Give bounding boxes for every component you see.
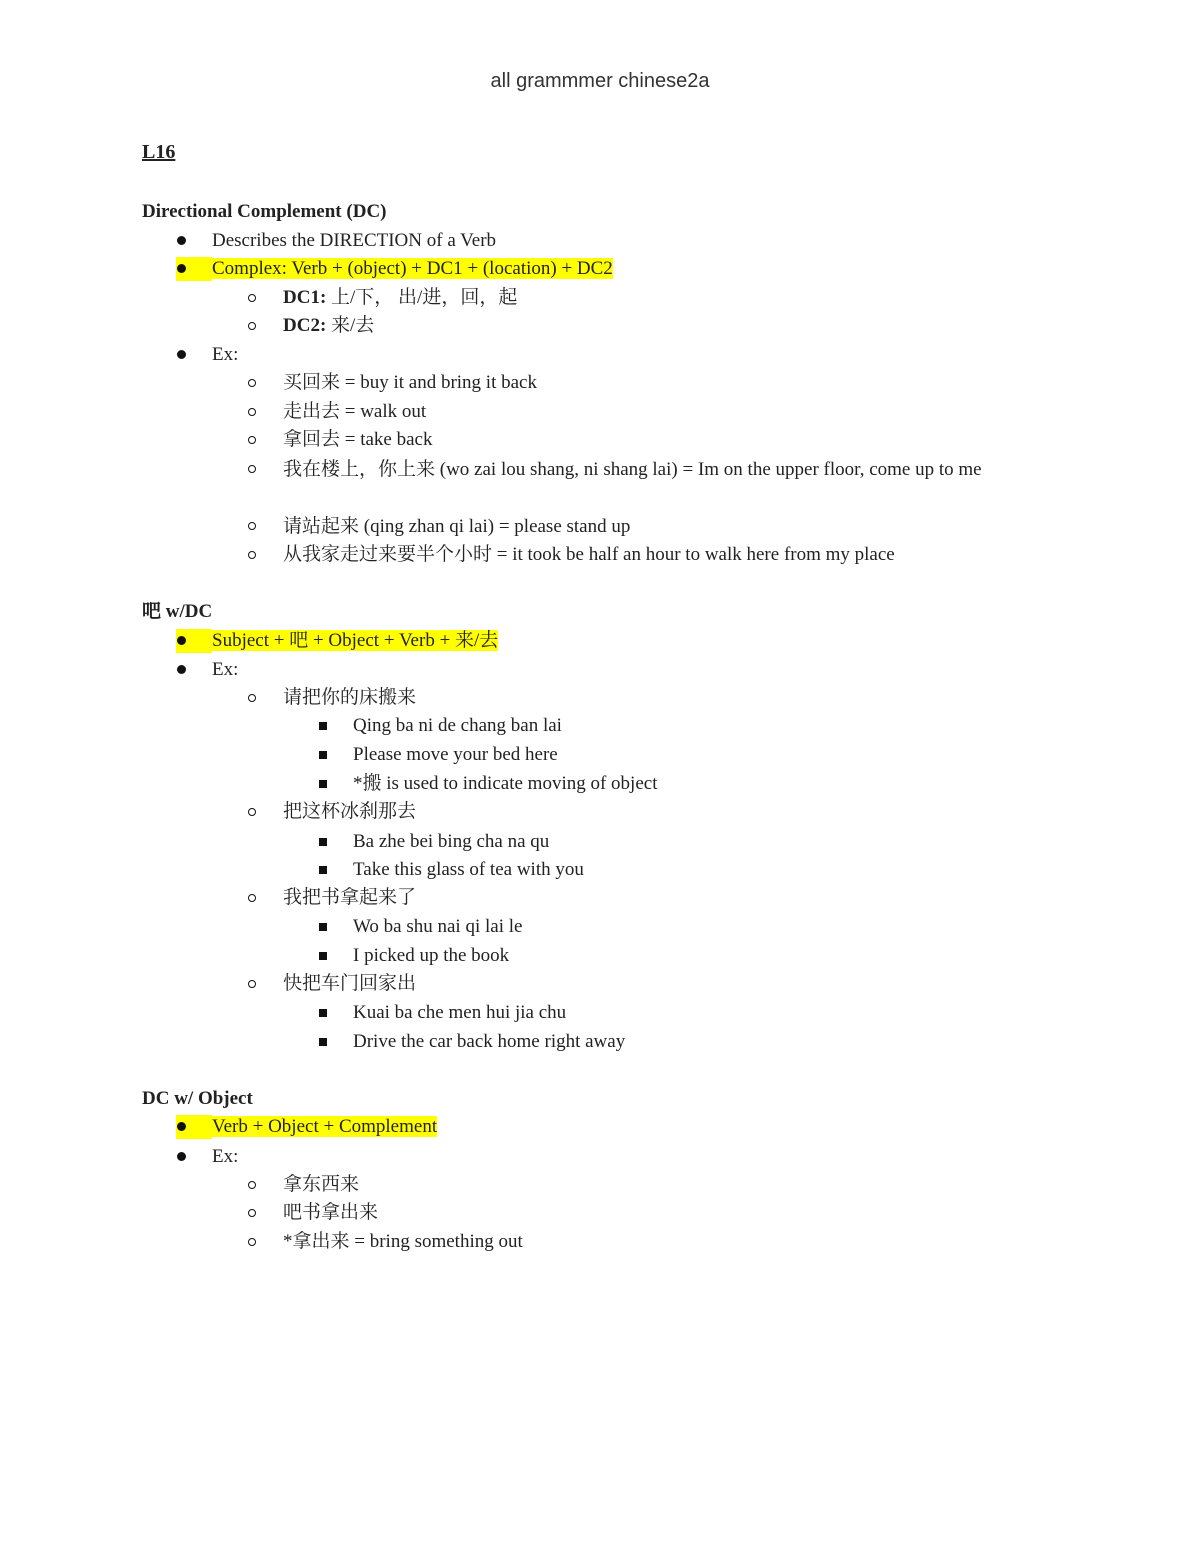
list-item — [212, 1115, 437, 1139]
bullet-icon — [177, 236, 186, 245]
list-item — [212, 629, 498, 653]
list-item: 我把书拿起来了 — [283, 887, 417, 908]
highlighted-text: Complex: Verb + (object) + DC1 + (location) + DC2 — [212, 258, 613, 279]
list-item: Take this glass of tea with you — [353, 859, 584, 880]
circle-bullet-icon — [248, 1181, 256, 1189]
list-item: Please move your bed here — [353, 744, 558, 765]
square-bullet-icon — [319, 923, 327, 931]
list-item: *拿出来 = bring something out — [283, 1231, 523, 1252]
circle-bullet-icon — [248, 1209, 256, 1217]
list-item — [212, 257, 613, 281]
list-item: Ba zhe bei bing cha na qu — [353, 831, 550, 852]
dc1-text: 上/下， 出/进，回，起 — [326, 287, 518, 308]
square-bullet-icon — [319, 952, 327, 960]
list-item: Kuai ba che men hui jia chu — [353, 1002, 567, 1023]
bullet-icon — [177, 1122, 186, 1131]
list-item: Qing ba ni de chang ban lai — [353, 715, 562, 736]
bullet-icon — [177, 1152, 186, 1161]
square-bullet-icon — [319, 838, 327, 846]
square-bullet-icon — [319, 722, 327, 730]
highlighted-text: Subject + 吧 + Object + Verb + 来/去 — [212, 630, 499, 651]
list-item: 我在楼上，你上来 (wo zai lou shang, ni shang lai) = Im on the upper floor, come up to me — [283, 459, 982, 480]
highlighted-text: Verb + Object + Complement — [212, 1116, 438, 1137]
document-header: all grammmer chinese2a — [490, 70, 710, 92]
circle-bullet-icon — [248, 522, 256, 530]
circle-bullet-icon — [248, 294, 256, 302]
circle-bullet-icon — [248, 980, 256, 988]
bullet-icon — [177, 350, 186, 359]
list-item: 快把车门回家出 — [283, 973, 417, 994]
circle-bullet-icon — [248, 808, 256, 816]
circle-bullet-icon — [248, 694, 256, 702]
list-item: 从我家走过来要半个小时 = it took be half an hour to walk here from my place — [283, 544, 895, 565]
list-item: 走出去 = walk out — [283, 401, 427, 422]
circle-bullet-icon — [248, 408, 256, 416]
list-item: 拿东西来 — [283, 1174, 360, 1195]
square-bullet-icon — [319, 1009, 327, 1017]
list-item: 吧书拿出来 — [283, 1202, 379, 1223]
lesson-title: L16 — [142, 141, 176, 163]
square-bullet-icon — [319, 751, 327, 759]
list-item: 把这杯冰刹那去 — [283, 801, 417, 822]
dc2-label: DC2: — [283, 315, 327, 336]
circle-bullet-icon — [248, 322, 256, 330]
list-item: 请把你的床搬来 — [283, 687, 417, 708]
list-item: Wo ba shu nai qi lai le — [353, 916, 523, 937]
list-item — [283, 286, 517, 310]
dc2-text: 来/去 — [326, 315, 375, 336]
circle-bullet-icon — [248, 436, 256, 444]
list-item: 买回来 = buy it and bring it back — [283, 372, 537, 393]
circle-bullet-icon — [248, 894, 256, 902]
bullet-icon — [177, 636, 186, 645]
list-item: *搬 is used to indicate moving of object — [353, 773, 658, 794]
square-bullet-icon — [319, 1038, 327, 1046]
list-item: Ex: — [212, 344, 239, 365]
list-item: 拿回去 = take back — [283, 429, 433, 450]
circle-bullet-icon — [248, 465, 256, 473]
section-heading-ba: 吧 w/DC — [142, 601, 213, 622]
square-bullet-icon — [319, 780, 327, 788]
list-item: I picked up the book — [353, 945, 510, 966]
section-heading-object: DC w/ Object — [142, 1088, 253, 1109]
section-heading-dc: Directional Complement (DC) — [142, 201, 387, 222]
list-item: Ex: — [212, 1146, 239, 1167]
circle-bullet-icon — [248, 1238, 256, 1246]
list-item — [283, 314, 374, 338]
list-item: Ex: — [212, 659, 239, 680]
circle-bullet-icon — [248, 379, 256, 387]
bullet-icon — [177, 665, 186, 674]
list-item: 请站起来 (qing zhan qi lai) = please stand up — [283, 516, 631, 537]
bullet-icon — [177, 264, 186, 273]
list-item: Drive the car back home right away — [353, 1031, 626, 1052]
circle-bullet-icon — [248, 551, 256, 559]
square-bullet-icon — [319, 866, 327, 874]
list-item: Describes the DIRECTION of a Verb — [212, 230, 497, 251]
dc1-label: DC1: — [283, 287, 327, 308]
